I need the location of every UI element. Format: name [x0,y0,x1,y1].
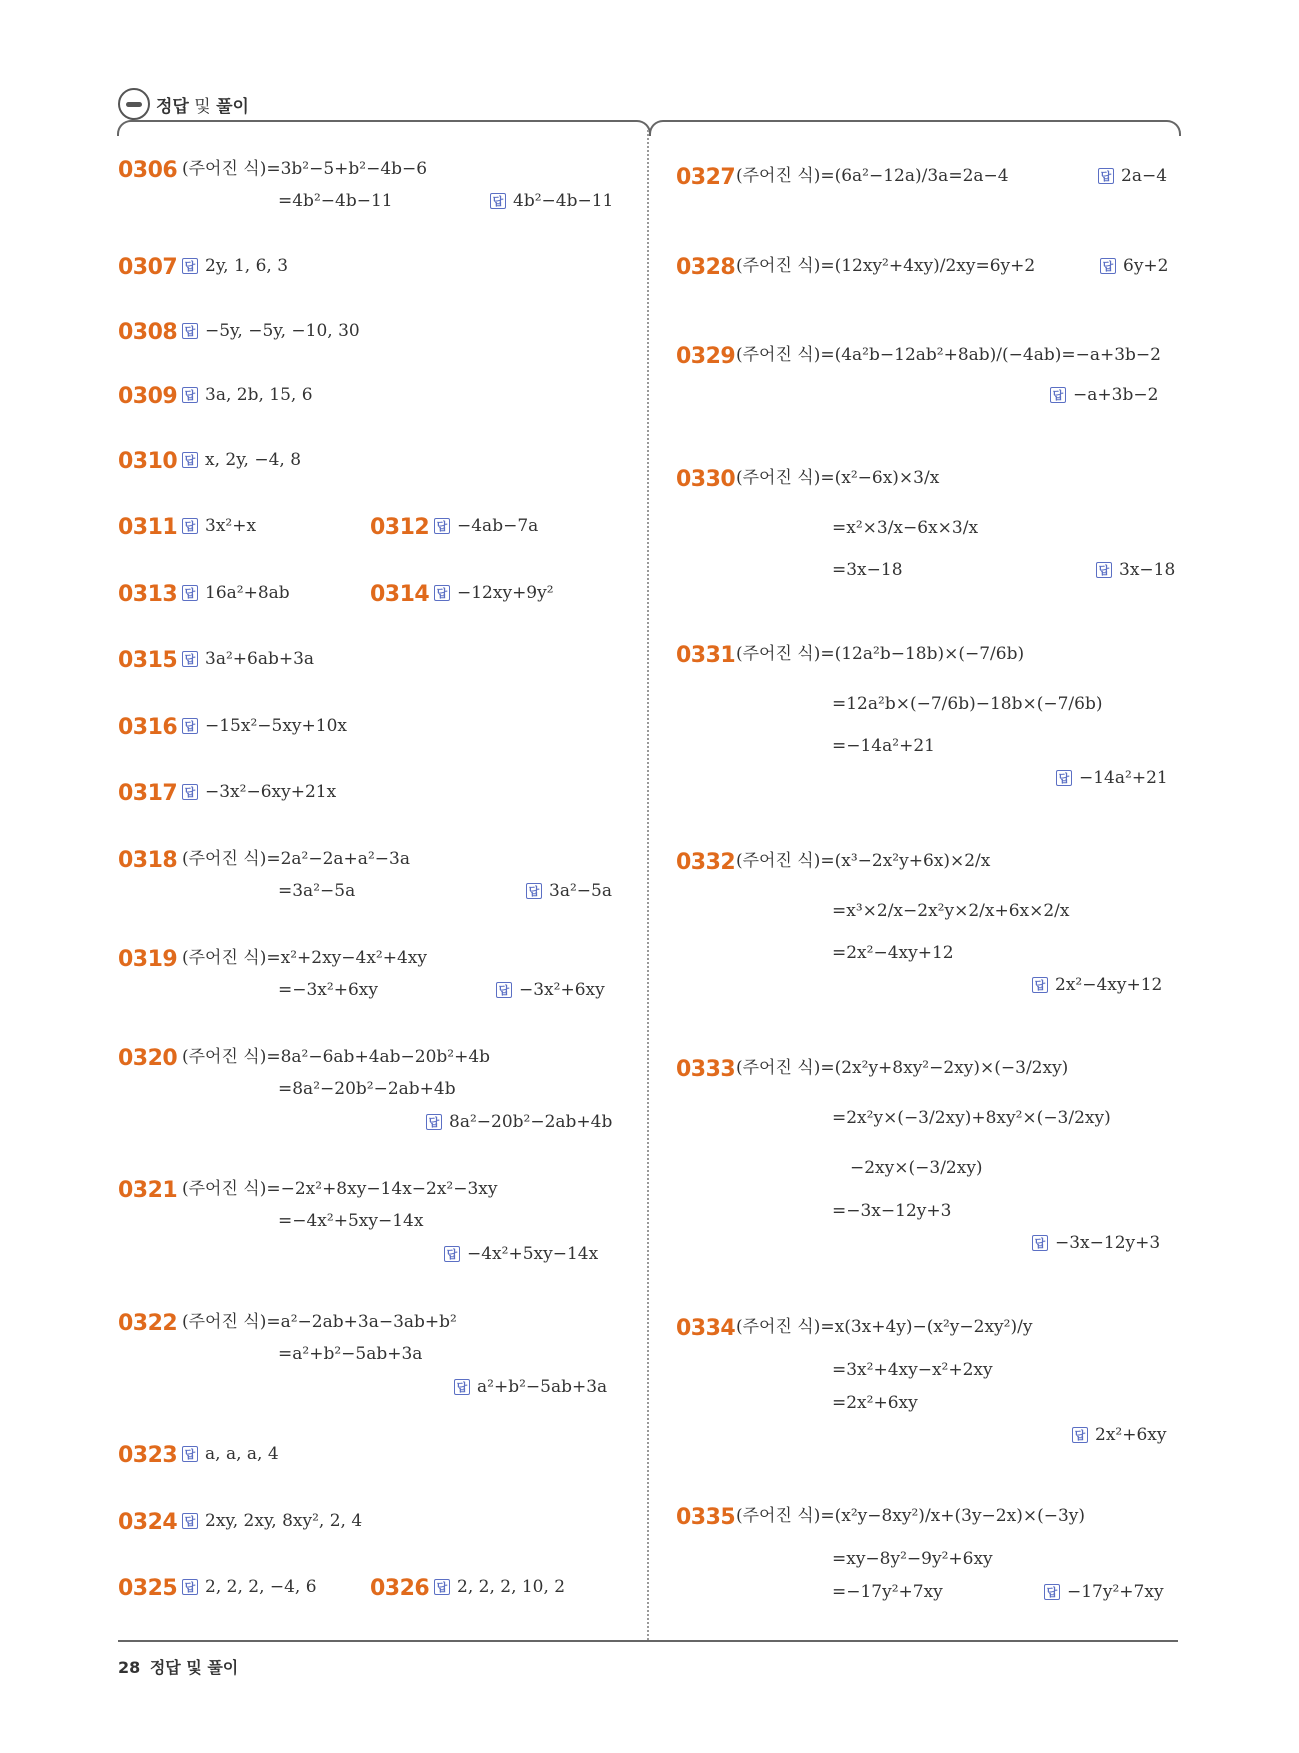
problem-number: 0324 [118,1510,178,1535]
answer-badge-icon: 답 [434,1579,450,1595]
answer-badge-icon: 답 [1098,168,1114,184]
answer-text: −a+3b−2 [1073,385,1159,405]
answer-text: −17y²+7xy [1067,1582,1164,1602]
solution-line: =a²+b²−5ab+3a [278,1344,423,1364]
answer-badge-icon: 답 [434,585,450,601]
solution-line: (주어진 식)=x(3x+4y)−(x²y−2xy²)/y [736,1317,1033,1337]
solution-line: (주어진 식)=(4a²b−12ab²+8ab)/(−4ab)=−a+3b−2 [736,345,1161,365]
problem-number: 0325 [118,1576,178,1601]
answer-text: 6y+2 [1123,256,1169,276]
answer [426,1111,612,1133]
problem-number: 0314 [370,582,430,607]
answer-badge-icon: 답 [1100,258,1116,274]
answer-text: −14a²+21 [1079,768,1168,788]
answer-text: 3x−18 [1119,560,1176,580]
problem-number: 0327 [676,165,736,190]
problem-number: 0318 [118,848,178,873]
answer-text: 3x²+x [205,516,257,536]
page-number: 28 [118,1658,141,1677]
answer-badge-icon: 답 [526,883,542,899]
page-header [118,86,249,122]
answer-text: 2y, 1, 6, 3 [205,256,289,276]
answer-badge-icon: 답 [444,1246,460,1262]
answer-badge-icon: 답 [182,1579,198,1595]
solution-line: (주어진 식)=−2x²+8xy−14x−2x²−3xy [182,1179,498,1199]
answer-badge-icon: 답 [1072,1427,1088,1443]
solution-line: (주어진 식)=2a²−2a+a²−3a [182,849,410,869]
answer-badge-icon: 답 [182,452,198,468]
solution-line: =3a²−5a [278,881,356,901]
problem-number: 0323 [118,1443,178,1468]
answer-text: 2a−4 [1121,166,1168,186]
right-column-frame [649,120,1181,136]
problem-number: 0334 [676,1316,736,1341]
answer-text: −3x²−6xy+21x [205,782,337,802]
answer-badge-icon: 답 [1096,562,1112,578]
answer [182,515,256,537]
solution-line: =−3x−12y+3 [832,1201,952,1221]
problem-number: 0329 [676,344,736,369]
problem-number: 0333 [676,1057,736,1082]
answer [434,1576,565,1598]
problem-number: 0309 [118,384,178,409]
problem-number: 0306 [118,158,178,183]
solution-line: =−3x²+6xy [278,980,378,1000]
answer [182,781,336,803]
solution-line: =−14a²+21 [832,736,935,756]
solution-line: (주어진 식)=(12a²b−18b)×(−7/6b) [736,644,1025,664]
answer-badge-icon: 답 [182,718,198,734]
solution-line: (주어진 식)=8a²−6ab+4ab−20b²+4b [182,1047,491,1067]
page-footer [118,1655,238,1678]
answer [182,1576,317,1598]
answer-text: a²+b²−5ab+3a [477,1377,608,1397]
problem-number: 0332 [676,850,736,875]
answer [454,1376,607,1398]
solution-line: =xy−8y²−9y²+6xy [832,1549,993,1569]
solution-line: =x³×2/x−2x²y×2/x+6x×2/x [832,901,1070,921]
solution-line: =4b²−4b−11 [278,191,393,211]
left-column-frame [117,120,651,136]
answer-text: 2x²−4xy+12 [1055,975,1163,995]
solution-line: =3x−18 [832,560,903,580]
problem-number: 0335 [676,1505,736,1530]
solution-line: (주어진 식)=3b²−5+b²−4b−6 [182,159,428,179]
answer-badge-icon: 답 [182,518,198,534]
answer [490,190,613,212]
answer-badge-icon: 답 [1032,1235,1048,1251]
problem-number: 0331 [676,643,736,668]
answer-badge-icon: 답 [182,784,198,800]
answer-badge-icon: 답 [182,1513,198,1529]
answer-badge-icon: 답 [426,1114,442,1130]
answer [182,582,290,604]
problem-number: 0328 [676,255,736,280]
problem-number: 0321 [118,1178,178,1203]
solution-line: =8a²−20b²−2ab+4b [278,1079,456,1099]
answer-badge-icon: 답 [496,982,512,998]
answer-badge-icon: 답 [1056,770,1072,786]
answer-text: 16a²+8ab [205,583,290,603]
answer-text: 2x²+6xy [1095,1425,1167,1445]
header-title: 정답 및 풀이 [156,96,249,117]
problem-number: 0317 [118,781,178,806]
problem-number: 0312 [370,515,430,540]
answer-badge-icon: 답 [434,518,450,534]
solution-line: (주어진 식)=(x²y−8xy²)/x+(3y−2x)×(−3y) [736,1506,1086,1526]
answer [1100,255,1168,277]
answer-badge-icon: 답 [182,585,198,601]
answer-text: 8a²−20b²−2ab+4b [449,1112,613,1132]
answer-text: −4x²+5xy−14x [467,1244,599,1264]
answer-text: 2, 2, 2, −4, 6 [205,1577,317,1597]
answer [434,582,554,604]
problem-number: 0319 [118,947,178,972]
answer-text: −15x²−5xy+10x [205,716,347,736]
answer-text: −3x−12y+3 [1055,1233,1161,1253]
solution-line: (주어진 식)=(x²−6x)×3/x [736,468,940,488]
answer-text: −5y, −5y, −10, 30 [205,321,360,341]
problem-number: 0315 [118,648,178,673]
answer [182,449,301,471]
solution-line: =12a²b×(−7/6b)−18b×(−7/6b) [832,694,1103,714]
answer-text: 4b²−4b−11 [513,191,614,211]
answer-text: −4ab−7a [457,516,539,536]
solution-line: (주어진 식)=(12xy²+4xy)/2xy=6y+2 [736,256,1036,276]
answer-badge-icon: 답 [490,193,506,209]
solution-line: =3x²+4xy−x²+2xy [832,1360,993,1380]
problem-number: 0326 [370,1576,430,1601]
footer-title: 정답 및 풀이 [149,1658,239,1677]
answer [444,1243,598,1265]
problem-number: 0320 [118,1046,178,1071]
mascot-icon [118,88,150,120]
answer-badge-icon: 답 [182,323,198,339]
problem-number: 0330 [676,467,736,492]
solution-line: =x²×3/x−6x×3/x [832,518,979,538]
answer [1044,1581,1164,1603]
answer-badge-icon: 답 [1032,977,1048,993]
answer [182,648,314,670]
answer [1032,1232,1160,1254]
answer [434,515,538,537]
column-divider [647,130,649,1640]
solution-line: =2x²y×(−3/2xy)+8xy²×(−3/2xy) [832,1108,1111,1128]
answer-badge-icon: 답 [182,1446,198,1462]
answer-text: 3a²−5a [549,881,612,901]
problem-number: 0311 [118,515,178,540]
answer [526,880,612,902]
solution-line: (주어진 식)=x²+2xy−4x²+4xy [182,948,427,968]
answer [1056,767,1168,789]
answer [182,320,360,342]
answer-text: −12xy+9y² [457,583,554,603]
answer [1072,1424,1166,1446]
answer [1050,384,1158,406]
answer [182,1443,279,1465]
answer-badge-icon: 답 [454,1379,470,1395]
answer [496,979,605,1001]
answer-text: 2, 2, 2, 10, 2 [457,1577,566,1597]
solution-line: (주어진 식)=(6a²−12a)/3a=2a−4 [736,166,1009,186]
answer [182,715,347,737]
solution-line: −2xy×(−3/2xy) [850,1158,983,1178]
answer-badge-icon: 답 [1044,1584,1060,1600]
solution-line: =2x²−4xy+12 [832,943,954,963]
solution-line: (주어진 식)=a²−2ab+3a−3ab+b² [182,1312,457,1332]
answer [1096,559,1175,581]
answer-text: a, a, a, 4 [205,1444,279,1464]
solution-line: =2x²+6xy [832,1393,918,1413]
answer-text: x, 2y, −4, 8 [205,450,302,470]
solution-line: =−4x²+5xy−14x [278,1211,424,1231]
problem-number: 0310 [118,449,178,474]
answer-text: 3a, 2b, 15, 6 [205,385,313,405]
problem-number: 0313 [118,582,178,607]
answer [1032,974,1162,996]
answer-badge-icon: 답 [182,258,198,274]
answer [182,384,313,406]
problem-number: 0308 [118,320,178,345]
problem-number: 0322 [118,1311,178,1336]
answer [1098,165,1167,187]
solution-line: (주어진 식)=(x³−2x²y+6x)×2/x [736,851,991,871]
answer [182,255,288,277]
answer-text: 3a²+6ab+3a [205,649,315,669]
answer-badge-icon: 답 [182,651,198,667]
footer-rule [118,1640,1178,1642]
answer-text: 2xy, 2xy, 8xy², 2, 4 [205,1511,363,1531]
problem-number: 0307 [118,255,178,280]
answer [182,1510,362,1532]
solution-line: =−17y²+7xy [832,1582,943,1602]
answer-badge-icon: 답 [1050,387,1066,403]
problem-number: 0316 [118,715,178,740]
solution-line: (주어진 식)=(2x²y+8xy²−2xy)×(−3/2xy) [736,1058,1069,1078]
answer-badge-icon: 답 [182,387,198,403]
answer-text: −3x²+6xy [519,980,605,1000]
